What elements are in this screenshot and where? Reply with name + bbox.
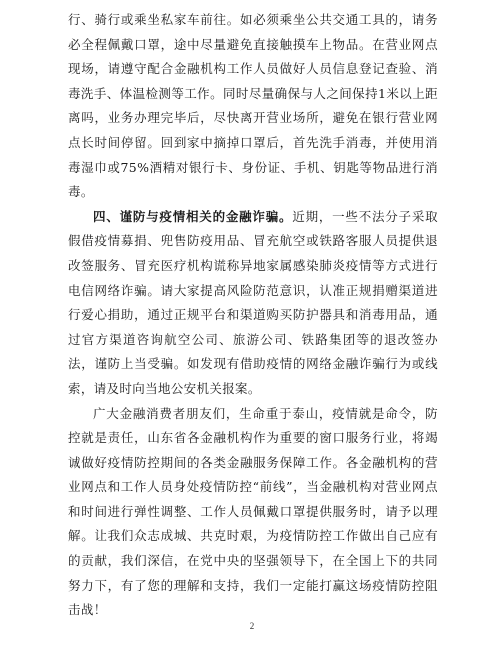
paragraph-text: 近期，一些不法分子采取假借疫情募捐、兜售防疫用品、冒充航空或铁路客服人员提供退改签服务、冒充医疗机构谎称异地家属感染肺炎疫情等方式进行电信网络诈骗。请大家提高风险防范意识，认准正规捐赠渠道进行爱心捐助，通过正规平台和渠道购买防护器具和消毒用品，通过官方渠道咨询航空公司、旅游公司、铁路集团等的退改签办法，谨防上当受骗。如发现有借助疫情的网络金融诈骗行为或线索，请及时向当地公安机关报案。 xyxy=(68,208,438,396)
document-body xyxy=(68,8,438,623)
page-number: 2 xyxy=(249,621,255,631)
paragraph-continued: 行、骑行或乘坐私家车前往。如必须乘坐公共交通工具的，请务必全程佩戴口罩，途中尽量避免直接触摸车上物品。在营业网点现场，请遵守配合金融机构工作人员做好人员信息登记查验、消毒洗手、体温检测等工作。同时尽量确保与人之间保持1米以上距离吗，业务办理完毕后，尽快离开营业场所，避免在银行营业网点长时间停留。回到家中摘掉口罩后，首先洗手消毒，并使用消毒湿巾或75%酒精对银行卡、身份证、手机、钥匙等物品进行消毒。 xyxy=(68,12,438,200)
paragraph-fraud-warning xyxy=(68,205,438,402)
paragraph-closing: 广大金融消费者朋友们，生命重于泰山，疫情就是命令，防控就是责任，山东省各金融机构作为重要的窗口服务行业，将竭诚做好疫情防控期间的各类金融服务保障工作。各金融机构的营业网点和工作人员身处疫情防控“前线”，当金融机构对营业网点和时间进行弹性调整、工作人员佩戴口罩提供服务时，请予以理解。让我们众志成城、共克时艰，为疫情防控工作做出自己应有的贡献，我们深信，在党中央的坚强领导下，在全国上下的共同努力下，有了您的理解和支持，我们一定能打赢这场疫情防控阻击战！ xyxy=(68,405,438,618)
section-heading: 四、谨防与疫情相关的金融诈骗。 xyxy=(93,208,293,224)
